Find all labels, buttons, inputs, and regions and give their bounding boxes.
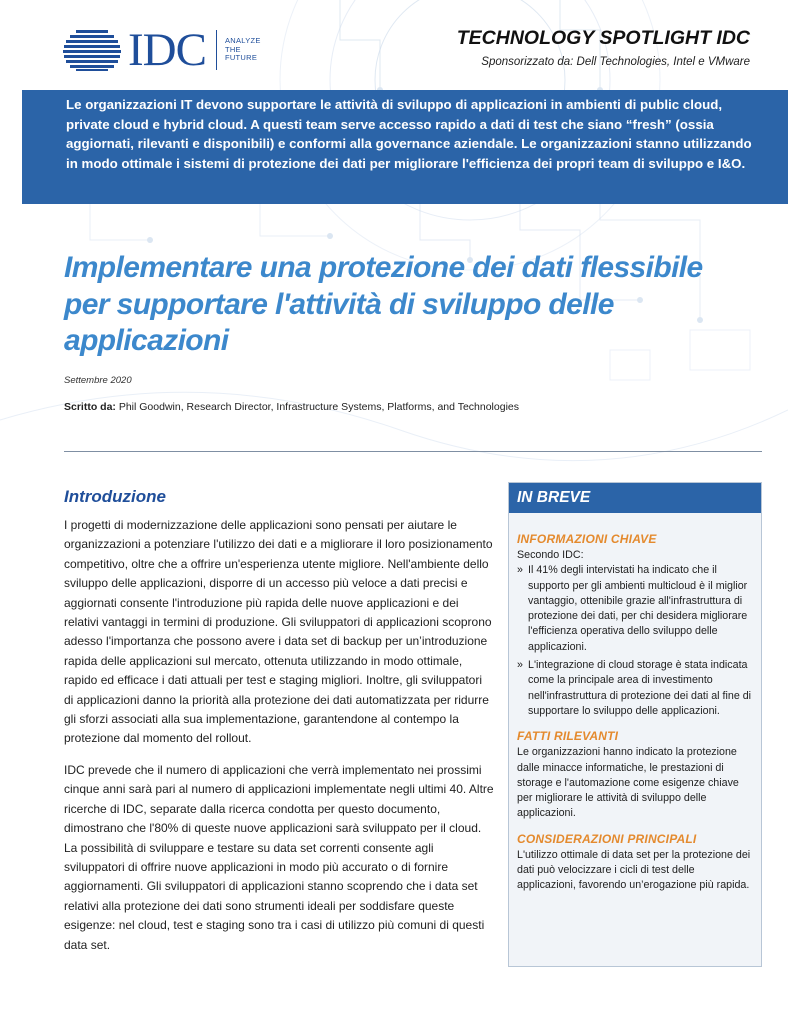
key-info-lead: Secondo IDC: (517, 549, 584, 561)
intro-heading: Introduzione (64, 487, 166, 506)
byline (64, 401, 519, 413)
byline-label: Scritto da: (64, 401, 116, 413)
facts-section (517, 729, 753, 821)
logo-tagline (225, 37, 261, 63)
sidebar-heading: IN BREVE (509, 483, 761, 513)
intro-section (64, 487, 494, 967)
key-info-list (517, 563, 753, 719)
idc-logo (62, 24, 261, 76)
globe-icon (62, 29, 122, 71)
divider (64, 451, 762, 452)
spotlight-title: TECHNOLOGY SPOTLIGHT IDC (456, 27, 750, 49)
page-title: Implementare una protezione dei dati flessibile per supportare l'attività di sviluppo delle applicazioni (64, 251, 703, 357)
considerations-title: CONSIDERAZIONI PRINCIPALI (517, 831, 697, 846)
list-item-text: Il 41% degli intervistati ha indicato che il supporto per gli ambienti multicloud è il miglior vantaggio, ottenibile grazie all'infrastruttura di protezione dei dati, per chi desidera migliorare l'efficienza operativa dello sviluppo delle applicazioni. (528, 564, 748, 653)
publish-date: Settembre 2020 (64, 375, 132, 386)
in-brief-sidebar (508, 482, 762, 967)
byline-author: Phil Goodwin, Research Director, Infrastructure Systems, Platforms, and Technologies (118, 401, 519, 413)
summary-banner (22, 90, 788, 204)
tagline-line-3: FUTURE (224, 53, 258, 63)
bullet-icon: » (517, 564, 523, 577)
facts-title: FATTI RILEVANTI (517, 729, 619, 744)
considerations-text: L'utilizzo ottimale di data set per la protezione dei dati può velocizzare i cicli di test delle applicazioni, favorendo un’erogazione più rapida. (517, 848, 751, 892)
key-info-title: INFORMAZIONI CHIAVE (517, 532, 657, 546)
tagline-line-2: THE (224, 44, 241, 54)
header (0, 0, 788, 90)
key-info-section (517, 532, 753, 719)
sponsor-line: Sponsorizzato da: Dell Technologies, Intel e VMware (481, 56, 750, 68)
banner-text: Le organizzazioni IT devono supportare le attività di sviluppo di applicazioni in ambienti di public cloud, private cloud e hybrid cloud. A questi team serve accesso rapido a dati di test che siano “fresh” (ossia aggiornati, rilevanti e disponibili) e conformi alla governance aziendale. Le organizzazioni stanno utilizzando in modo ottimale i sistemi di protezione dei dati per migliorare l'efficienza dei propri team di sviluppo e I&O. (66, 97, 752, 171)
tagline-line-1: ANALYZE (224, 36, 261, 46)
list-item-text: L'integrazione di cloud storage è stata indicata come la principale area di investimento nell'infrastruttura di protezione dei dati al fine di supportare lo sviluppo delle applicazioni. (528, 659, 752, 717)
logo-divider (216, 30, 217, 70)
bullet-icon: » (517, 659, 523, 672)
list-item (517, 563, 753, 655)
facts-text: Le organizzazioni hanno indicato la protezione dalle minacce informatiche, le prestazioni di storage e l'automazione come esigenze chiave per migliorare le attività di sviluppo delle applicazioni. (517, 746, 739, 820)
logo-text: IDC (128, 24, 206, 76)
considerations-section (517, 832, 753, 894)
list-item (517, 658, 753, 719)
intro-paragraph: IDC prevede che il numero di applicazioni che verrà implementato nei prossimi cinque anni sarà pari al numero di applicazioni implementate negli ultimi 40. Altre ricerche di IDC, separate dalla ricerca condotta per questo documento, dimostrano che l'80% di queste nuove applicazioni sarà sviluppato per il cloud. La possibilità di sviluppare e testare su data set correnti consente agli sviluppatori di offrire nuove applicazioni in modo più accurato o di fornire aggiornamenti. Gli sviluppatori di applicazioni stanno scoprendo che i data set relativi alla protezione dei dati sono strumenti ideali per soddisfare queste esigenze: nel cloud, test e staging sono tra i casi di utilizzo più comuni di questi data set. (64, 762, 494, 952)
intro-paragraph: I progetti di modernizzazione delle applicazioni sono pensati per aiutare le organizzazioni a potenziare l'utilizzo dei dati e a migliorare il loro posizionamento competitivo, oltre che a offrire un'esperienza utente migliore. Nell'ambiente dello sviluppo delle applicazioni, disporre di un accesso più veloce a dati precisi e aggiornati consente l'introduzione più rapida delle nuove applicazioni e dei relativi vantaggi in termini di produzione. Gli sviluppatori di applicazioni scoprono adesso l'importanza che possono avere i data set di backup per un’introduzione rapida delle applicazioni sul mercato, ottenuta utilizzando in modo ottimale, rapido ed efficace i dati attuali per test e staging migliori. Inoltre, gli sviluppatori di applicazioni danno la priorità alla protezione dei dati automatizzata per ridurre gli sforzi associati alla sua implementazione, garantendone al contempo la protezione dal momento del rollout. (64, 518, 493, 746)
